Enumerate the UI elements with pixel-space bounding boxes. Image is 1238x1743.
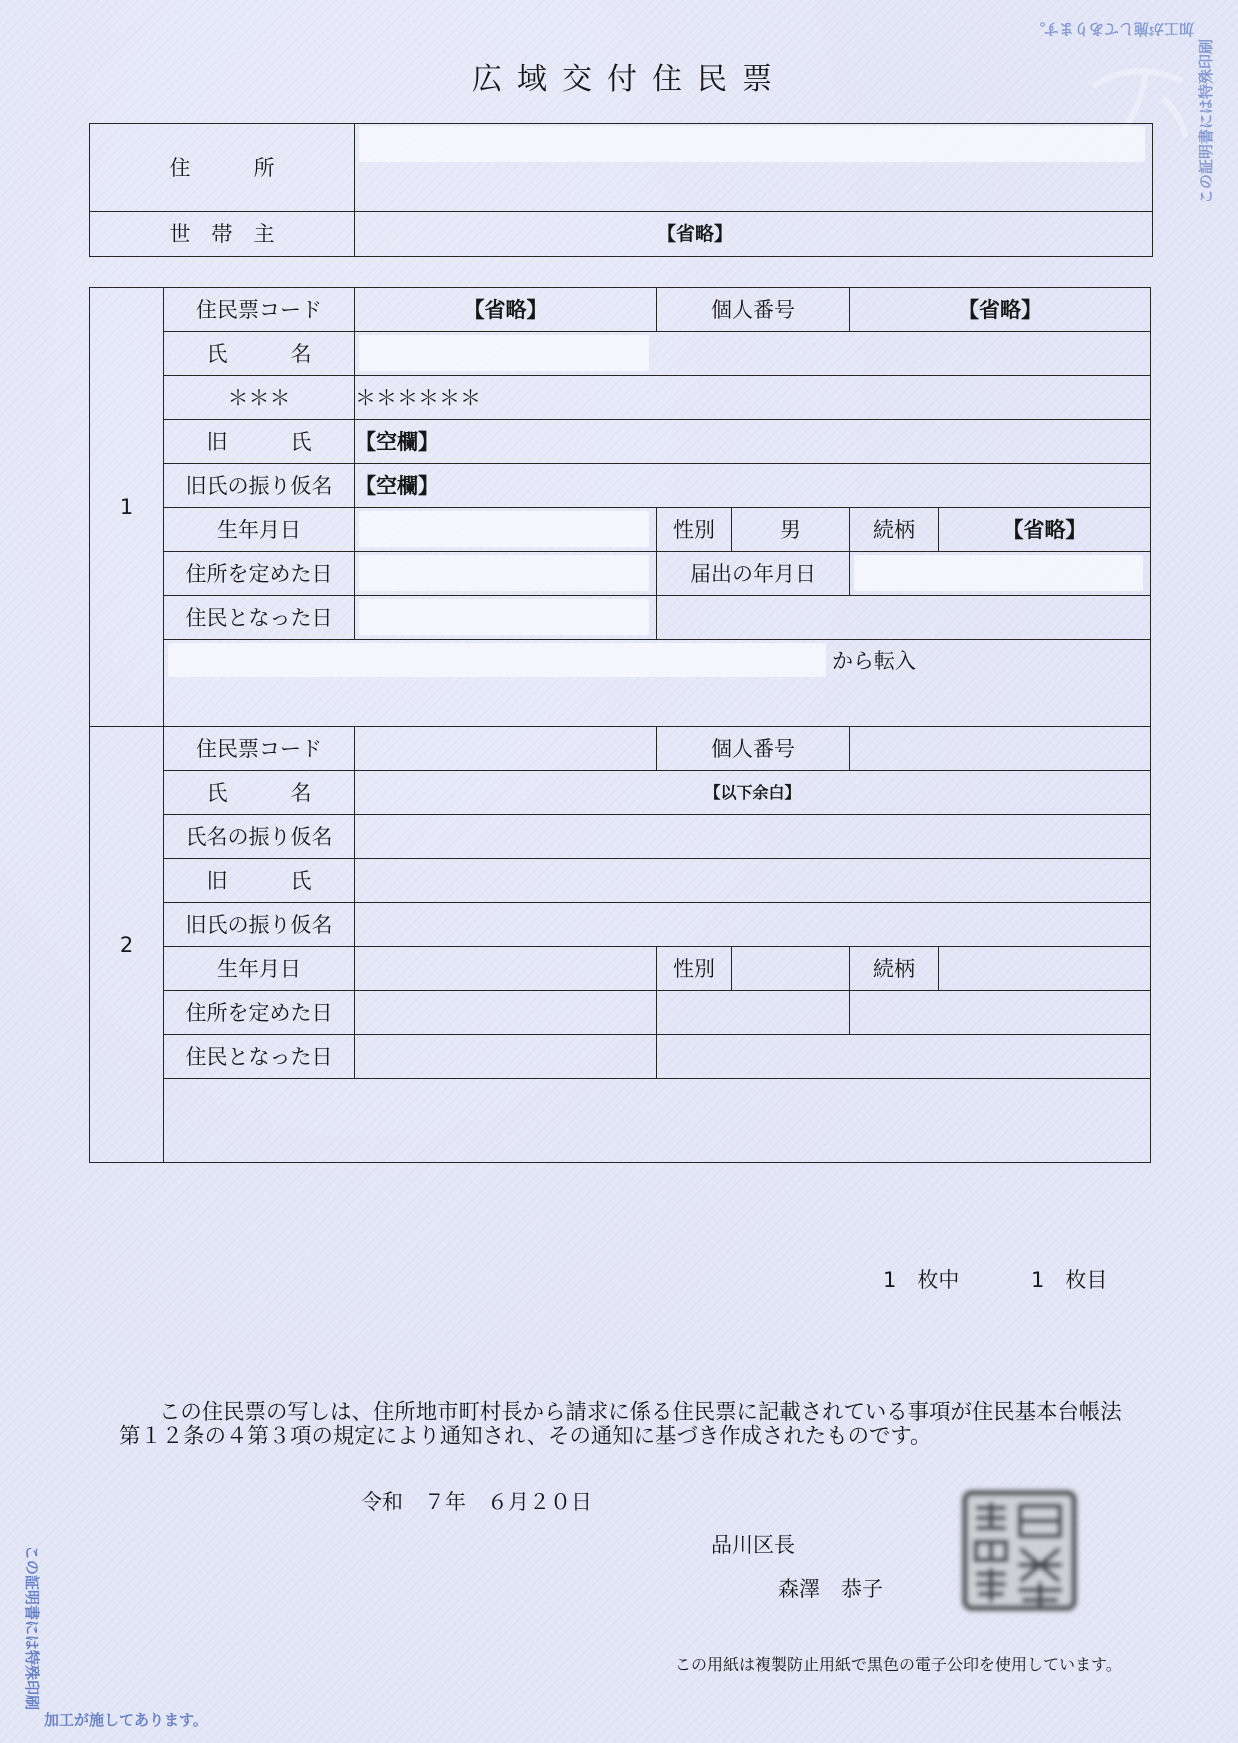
birth-date-label: 生年月日 [164,947,355,991]
remarks-cell [164,640,1151,727]
blank-cell [657,1035,1151,1079]
birth-date-value [355,947,657,991]
head-of-household-value: 【省略】 [355,212,1153,257]
individual-number-label: 個人番号 [657,288,850,332]
issuer-title: 品川区長 [711,1533,795,1557]
relationship-label: 続柄 [850,947,939,991]
redacted-area [359,555,649,591]
former-surname-value: 【空欄】 [355,420,1151,464]
masked-value: ＊＊＊＊＊＊ [355,376,1151,420]
notification-date-value [850,552,1151,596]
notification-date-label: 届出の年月日 [657,552,850,596]
sex-label: 性別 [657,508,732,552]
name-value: 【以下余白】 [355,771,1151,815]
redacted-area [359,335,649,371]
head-of-household-label: 世 帯 主 [90,212,355,257]
name-kana-value [355,815,1151,859]
redacted-area [359,511,649,547]
security-notice-top-right [1024,14,1224,209]
address-date-label: 住所を定めた日 [164,991,355,1035]
former-surname-label: 旧 氏 [164,420,355,464]
certification-line-2: 第１２条の４第３項の規定により通知され、その通知に基づき作成されたものです。 [119,1424,932,1449]
blank-cell [657,991,850,1035]
masked-label: ＊＊＊ [164,376,355,420]
remarks-text: から転入 [832,649,916,673]
birth-date-value [355,508,657,552]
sex-label: 性別 [657,947,732,991]
address-label: 住 所 [90,124,355,212]
security-notice-part-1: この証明書には特殊印刷 [23,1545,41,1711]
blank-cell [850,991,1151,1035]
individual-number-value [850,727,1151,771]
resident-code-label: 住民票コード [164,727,355,771]
blank-cell [657,596,1151,640]
remarks-cell [164,1079,1151,1163]
security-notice-bottom-left [14,1540,214,1735]
resident-date-value [355,596,657,640]
document-title: 広域交付住民票 [472,62,787,97]
individual-number-value: 【省略】 [850,288,1151,332]
address-date-value [355,552,657,596]
former-surname-kana-label: 旧氏の振り仮名 [164,464,355,508]
person-number: 2 [90,727,164,1163]
certification-line-1: この住民票の写しは、住所地市町村長から請求に係る住民票に記載されている事項が住民基本台帳法 [159,1400,1122,1425]
resident-code-value: 【省略】 [355,288,657,332]
resident-code-label: 住民票コード [164,288,355,332]
relationship-value [939,947,1151,991]
household-table [89,123,1153,257]
former-surname-kana-value [355,903,1151,947]
security-notice-part-2: 加工が施してあります。 [1030,20,1194,38]
former-surname-label: 旧 氏 [164,859,355,903]
relationship-label: 続柄 [850,508,939,552]
person-number: 1 [90,288,164,727]
security-notice-part-2: 加工が施してあります。 [44,1711,208,1729]
resident-date-value [355,1035,657,1079]
address-date-value [355,991,657,1035]
birth-date-label: 生年月日 [164,508,355,552]
name-label: 氏 名 [164,771,355,815]
former-surname-kana-value: 【空欄】 [355,464,1151,508]
issuer-name: 森澤 恭子 [778,1577,883,1601]
footnote: この用紙は複製防止用紙で黒色の電子公印を使用しています。 [675,1655,1122,1674]
name-kana-label: 氏名の振り仮名 [164,815,355,859]
resident-date-label: 住民となった日 [164,1035,355,1079]
official-seal [956,1484,1083,1617]
name-value [355,332,1151,376]
address-date-label: 住所を定めた日 [164,552,355,596]
redacted-area [359,599,649,635]
page-count-total: 1 枚中 [883,1268,960,1292]
relationship-value: 【省略】 [939,508,1151,552]
former-surname-value [355,859,1151,903]
former-surname-kana-label: 旧氏の振り仮名 [164,903,355,947]
redacted-area [168,643,826,677]
redacted-area [854,555,1143,591]
sex-value: 男 [732,508,850,552]
individual-number-label: 個人番号 [657,727,850,771]
resident-code-value [355,727,657,771]
sex-value [732,947,850,991]
security-notice-part-1: この証明書には特殊印刷 [1197,38,1215,204]
residents-table [89,287,1151,1163]
name-label: 氏 名 [164,332,355,376]
issue-date: 令和 ７年 ６月２０日 [361,1490,592,1514]
resident-date-label: 住民となった日 [164,596,355,640]
page-count-current: 1 枚目 [1031,1268,1108,1292]
